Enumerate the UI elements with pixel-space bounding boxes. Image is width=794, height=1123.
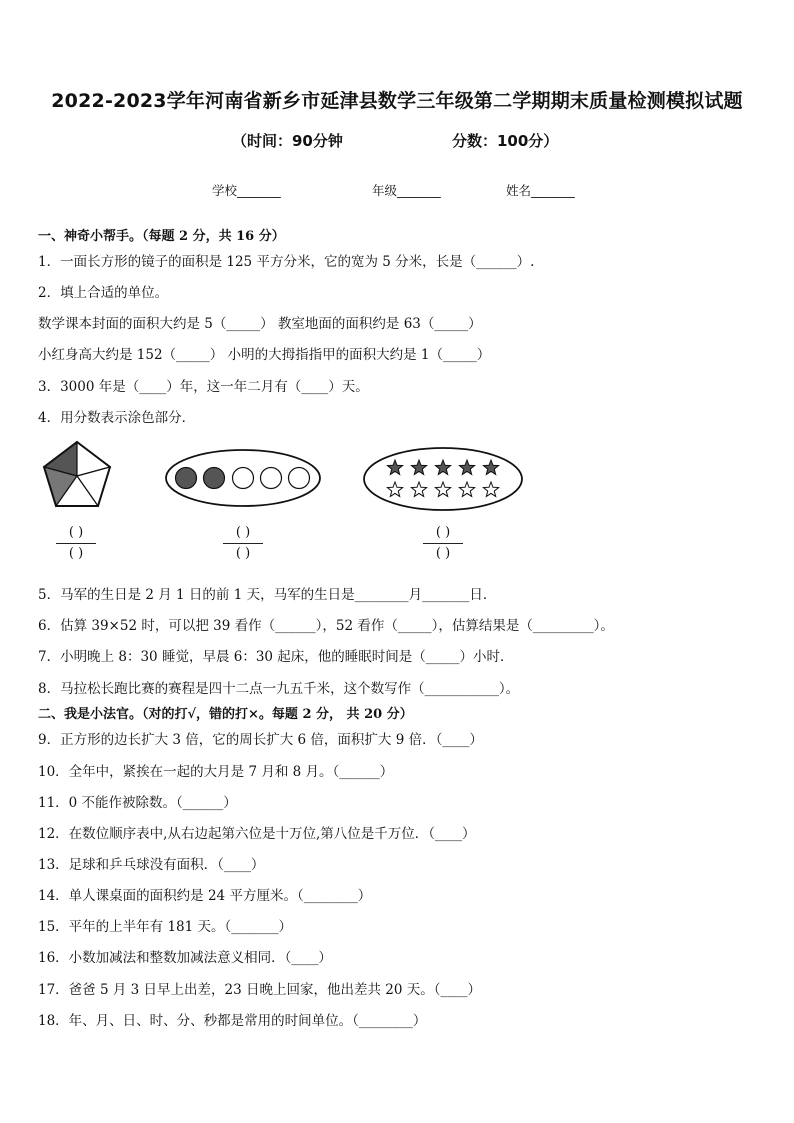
question-7: 7．小明晚上 8：30 睡觉，早晨 6：30 起床，他的睡眠时间是（_____）小时． bbox=[38, 649, 514, 665]
question-18: 18．年、月、日、时、分、秒都是常用的时间单位。（________） bbox=[38, 1013, 427, 1029]
pentagon-figure bbox=[40, 440, 115, 510]
question-8: 8．马拉松长跑比赛的赛程是四十二点一九五千米，这个数写作（___________）。 bbox=[38, 681, 520, 697]
circles-figure bbox=[163, 447, 323, 509]
section-heading-2: 二、我是小法官。（对的打√，错的打×。每题 2 分， 共 20 分） bbox=[38, 707, 413, 722]
question-2a: 数学课本封面的面积大约是 5（_____） 教室地面的面积约是 63（_____） bbox=[38, 316, 482, 332]
answer-fraction-2[interactable]: ( ) ( ) bbox=[221, 524, 265, 563]
answer-fraction-3[interactable]: ( ) ( ) bbox=[421, 524, 465, 563]
question-6: 6．估算 39×52 时，可以把 39 看作（______），52 看作（_____），估算结果是（_________）。 bbox=[38, 618, 614, 634]
question-15: 15．平年的上半年有 181 天。（_______） bbox=[38, 919, 293, 935]
circle-shaded bbox=[176, 468, 197, 489]
question-14: 14．单人课桌面的面积约是 24 平方厘米。（________） bbox=[38, 888, 372, 904]
question-16: 16．小数加减法和整数加减法意义相同．（____） bbox=[38, 950, 332, 966]
question-13: 13．足球和乒乓球没有面积．（____） bbox=[38, 857, 265, 873]
question-4: 4．用分数表示涂色部分． bbox=[38, 410, 196, 426]
circle-shaded bbox=[204, 468, 225, 489]
question-9: 9．正方形的边长扩大 3 倍，它的周长扩大 6 倍，面积扩大 9 倍．（____） bbox=[38, 732, 483, 748]
question-10: 10．全年中，紧挨在一起的大月是 7 月和 8 月。（______） bbox=[38, 764, 394, 780]
question-12: 12．在数位顺序表中,从右边起第六位是十万位,第八位是千万位．（____） bbox=[38, 826, 476, 842]
stars-figure bbox=[362, 446, 524, 512]
page-title: 2022-2023学年河南省新乡市延津县数学三年级第二学期期末质量检测模拟试题 bbox=[51, 90, 743, 112]
question-1: 1．一面长方形的镜子的面积是 125 平方分米，它的宽为 5 分米，长是（______）. bbox=[38, 254, 535, 270]
question-2: 2．填上合适的单位。 bbox=[38, 285, 169, 301]
question-17: 17．爸爸 5 月 3 日早上出差，23 日晚上回家，他出差共 20 天。（____） bbox=[38, 982, 482, 998]
question-11: 11．0 不能作被除数。（______） bbox=[38, 795, 237, 811]
name-field: 姓名_______ bbox=[506, 183, 575, 198]
grade-field: 年级_______ bbox=[372, 183, 441, 198]
exam-score: 分数：100分） bbox=[452, 132, 559, 150]
exam-time: （时间：90分钟 bbox=[232, 132, 343, 150]
section-heading-1: 一、神奇小帮手。（每题 2 分，共 16 分） bbox=[38, 229, 285, 244]
school-field: 学校_______ bbox=[212, 183, 281, 198]
question-3: 3．3000 年是（____）年，这一年二月有（____）天。 bbox=[38, 379, 369, 395]
question-5: 5．马军的生日是 2 月 1 日的前 1 天，马军的生日是________月_______日． bbox=[38, 587, 497, 603]
answer-fraction-1[interactable]: ( ) ( ) bbox=[54, 524, 98, 563]
question-2b: 小红身高大约是 152（_____） 小明的大拇指指甲的面积大约是 1（_____） bbox=[38, 347, 491, 363]
